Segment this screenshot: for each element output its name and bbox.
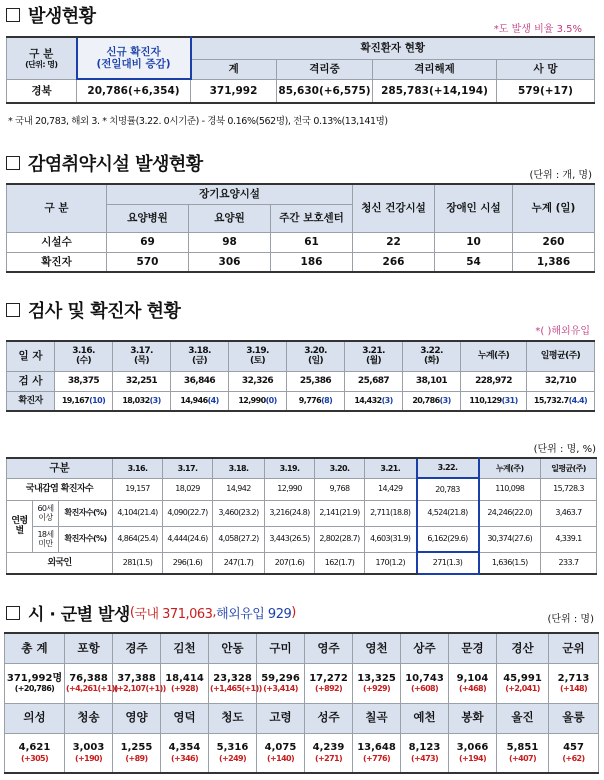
confirmed-cell xyxy=(527,391,595,411)
weekday-label: (수) xyxy=(75,356,92,367)
region-total: 37,388 xyxy=(117,672,156,684)
row-label-facilities: 시설수 xyxy=(7,232,107,252)
overseas-count: (4) xyxy=(207,396,219,406)
overseas-count: (3) xyxy=(381,396,393,406)
region-total: 457 xyxy=(563,742,584,754)
domestic-cell: 20,783 xyxy=(417,478,479,500)
age60-cell: 2,141(21.9) xyxy=(315,500,365,526)
region-total: 5,316 xyxy=(216,742,249,754)
header-date-cell-highlight: 3.22. xyxy=(417,458,479,478)
region-value-cell xyxy=(5,663,65,703)
region-name: 포항 xyxy=(65,633,113,663)
region-value-cell xyxy=(497,733,549,773)
weekday-label: (금) xyxy=(191,356,208,367)
region-value-cell xyxy=(401,663,449,703)
region-increase: (+62) xyxy=(562,753,585,763)
age18-cell: 4,444(24.6) xyxy=(163,526,213,552)
header-date-cell: 3.21. xyxy=(365,458,417,478)
facilities-cell: 260 xyxy=(513,232,595,252)
region-total: 4,239 xyxy=(312,742,345,754)
header-new-cases-sub: (전일대비 증감) xyxy=(96,58,171,70)
section-title-regions xyxy=(6,600,296,625)
region-total: 17,272 xyxy=(309,672,348,684)
confirmed-count: 9,776 xyxy=(298,396,322,406)
section-title-occurrence xyxy=(6,2,96,28)
region-name: 상주 xyxy=(401,633,449,663)
confirmed-cell xyxy=(55,391,113,411)
header-total: 계 xyxy=(191,59,277,79)
row-label-tests: 검 사 xyxy=(7,371,55,391)
region-value-cell xyxy=(65,663,118,703)
region-name: 안동 xyxy=(209,633,257,663)
date-label: 3.21. xyxy=(362,345,385,356)
region-value-cell xyxy=(449,733,497,773)
confirmed-cell xyxy=(403,391,461,411)
header-date-cell xyxy=(403,341,461,371)
region-total: 10,743 xyxy=(405,672,444,684)
weekday-label: (토) xyxy=(249,356,266,367)
region-increase: (+776) xyxy=(362,753,391,763)
facilities-cell: 186 xyxy=(271,252,353,272)
header-day-care: 주간 보호센터 xyxy=(271,204,353,232)
date-label: 3.18. xyxy=(188,345,211,356)
region-increase: (+468) xyxy=(458,684,487,694)
header-unit-label: (단위: 명) xyxy=(25,59,58,69)
region-name: 청도 xyxy=(209,703,257,733)
age18-cell: 6,162(29.6) xyxy=(417,526,479,552)
row-region: 경북 xyxy=(7,79,77,103)
region-total: 13,325 xyxy=(357,672,396,684)
header-gubun: 구분 xyxy=(7,458,113,478)
region-name: 의성 xyxy=(5,703,65,733)
title-domestic: 국내 371,063 xyxy=(134,607,213,622)
region-increase: (+2,041) xyxy=(505,684,540,694)
region-increase: (+249) xyxy=(218,753,247,763)
facilities-cell: 306 xyxy=(189,252,271,272)
overseas-count: (4.4) xyxy=(568,396,588,406)
facilities-cell: 54 xyxy=(435,252,513,272)
age18-cell: 3,443(26.5) xyxy=(265,526,315,552)
header-long-term-care: 장기요양시설 xyxy=(107,184,353,204)
header-mental-health: 청신 건강시설 xyxy=(353,184,435,232)
province-ratio-note: *도 발생 비율 3.5% xyxy=(493,24,582,35)
region-increase: (+608) xyxy=(410,684,439,694)
age18-cell: 4,864(25.4) xyxy=(113,526,163,552)
row-label-domestic: 국내감염 확진자수 xyxy=(7,478,113,500)
age60-cell: 4,524(21.8) xyxy=(417,500,479,526)
facilities-cell: 69 xyxy=(107,232,189,252)
date-label: 3.17. xyxy=(130,345,153,356)
region-name: 울진 xyxy=(497,703,549,733)
region-value-cell xyxy=(257,663,305,703)
occurrence-table xyxy=(6,36,595,104)
foreign-cell: 247(1.7) xyxy=(213,552,265,574)
date-label: 3.19. xyxy=(246,345,269,356)
region-value-cell xyxy=(449,663,497,703)
tests-cell: 228,972 xyxy=(461,371,527,391)
region-name: 경산 xyxy=(497,633,549,663)
section-title-facilities xyxy=(6,150,203,176)
weekday-label: (일) xyxy=(307,356,324,367)
region-name: 예천 xyxy=(401,703,449,733)
section-title-text: 검사 및 확진자 현황 xyxy=(28,301,181,322)
region-value-cell xyxy=(161,733,209,773)
region-value-cell xyxy=(113,733,161,773)
section-title-text: 감염취약시설 발생현황 xyxy=(28,154,203,175)
title-paren-close: ) xyxy=(291,605,296,620)
region-name: 문경 xyxy=(449,633,497,663)
row-released: 285,783(+14,194) xyxy=(373,79,497,103)
region-value-cell xyxy=(5,733,65,773)
domestic-cell: 14,942 xyxy=(213,478,265,500)
facilities-unit: (단위 : 개, 명) xyxy=(529,170,592,181)
header-new-cases-label: 신규 확진자 xyxy=(106,45,161,58)
row-label-confirmed: 확진자 xyxy=(7,252,107,272)
header-date-cell xyxy=(287,341,345,371)
region-increase: (+346) xyxy=(170,753,199,763)
checkbox-square-icon xyxy=(6,606,20,620)
row-new-cases: 20,786(+6,354) xyxy=(77,79,191,103)
region-increase: (+2,107(+1)) xyxy=(114,684,166,694)
region-total: 45,991 xyxy=(503,672,542,684)
region-total: 3,003 xyxy=(72,742,105,754)
regions-unit: (단위 : 명) xyxy=(547,614,594,625)
checkbox-square-icon xyxy=(6,303,20,317)
confirmed-count: 20,786 xyxy=(412,396,440,406)
domestic-cell: 19,157 xyxy=(113,478,163,500)
confirmed-cell xyxy=(345,391,403,411)
region-total: 59,296 xyxy=(261,672,300,684)
confirmed-count: 18,032 xyxy=(122,396,150,406)
region-value-cell xyxy=(353,733,401,773)
overseas-count: (3) xyxy=(439,396,451,406)
facilities-cell: 1,386 xyxy=(513,252,595,272)
region-total: 3,066 xyxy=(456,742,489,754)
tests-table xyxy=(6,340,595,412)
age18-sub-label: 확진자수(%) xyxy=(59,526,113,552)
age60-label: 60세 이상 xyxy=(33,500,59,526)
domestic-cell: 15,728.3 xyxy=(541,478,597,500)
header-date-cell: 3.20. xyxy=(315,458,365,478)
facilities-cell: 10 xyxy=(435,232,513,252)
facilities-cell: 266 xyxy=(353,252,435,272)
region-total: 13,648 xyxy=(357,742,396,754)
region-value-cell xyxy=(209,733,257,773)
fatality-footnote: * 국내 20,783, 해외 3. * 치명률(3.22. 0시기준) - 경북 0.16%(562명), 전국 0.13%(13,141명) xyxy=(8,116,388,127)
region-increase: (+305) xyxy=(20,753,49,763)
age60-cell: 2,711(18.8) xyxy=(365,500,417,526)
region-value-cell xyxy=(305,733,353,773)
region-value-cell xyxy=(305,663,353,703)
age60-cell: 24,246(22.0) xyxy=(479,500,541,526)
row-total: 371,992 xyxy=(191,79,277,103)
header-date-cell xyxy=(345,341,403,371)
confirmed-count: 14,946 xyxy=(180,396,208,406)
header-date: 일 자 xyxy=(7,341,55,371)
age60-cell: 3,216(24.8) xyxy=(265,500,315,526)
regions-table xyxy=(4,632,599,774)
foreign-cell: 1,636(1.5) xyxy=(479,552,541,574)
region-name: 경주 xyxy=(113,633,161,663)
age60-cell: 3,460(23.2) xyxy=(213,500,265,526)
age60-cell: 3,463.7 xyxy=(541,500,597,526)
header-gubun-label: 구 분 xyxy=(29,47,54,60)
header-released: 격리해제 xyxy=(373,59,497,79)
domestic-cell: 110,098 xyxy=(479,478,541,500)
confirmed-cell xyxy=(113,391,171,411)
age18-cell: 4,058(27.2) xyxy=(213,526,265,552)
section-title-tests xyxy=(6,297,180,323)
header-date-cell: 3.18. xyxy=(213,458,265,478)
tests-cell: 25,386 xyxy=(287,371,345,391)
region-increase: (+892) xyxy=(314,684,343,694)
header-date-cell xyxy=(229,341,287,371)
region-total: 4,354 xyxy=(168,742,201,754)
title-overseas: 해외유입 929 xyxy=(216,607,292,622)
tests-cell: 25,687 xyxy=(345,371,403,391)
age18-cell: 2,802(28.7) xyxy=(315,526,365,552)
region-value-cell xyxy=(497,663,549,703)
region-total: 1,255 xyxy=(120,742,153,754)
confirmed-cell xyxy=(461,391,527,411)
header-cumulative: 누계(주) xyxy=(479,458,541,478)
region-increase: (+929) xyxy=(362,684,391,694)
region-value-cell xyxy=(549,733,599,773)
section-title-text: 시 · 군별 발생 xyxy=(28,605,130,625)
date-label: 3.20. xyxy=(304,345,327,356)
age18-cell: 30,374(27.6) xyxy=(479,526,541,552)
facilities-cell: 61 xyxy=(271,232,353,252)
region-total: 4,075 xyxy=(264,742,297,754)
region-total: 9,104 xyxy=(456,672,489,684)
region-value-cell xyxy=(161,663,209,703)
checkbox-square-icon xyxy=(6,156,20,170)
region-total: 4,621 xyxy=(18,742,51,754)
date-label: 3.22. xyxy=(420,345,443,356)
domestic-cell: 14,429 xyxy=(365,478,417,500)
region-total: 371,992명 xyxy=(6,672,63,684)
region-name: 청송 xyxy=(65,703,113,733)
age-table xyxy=(6,457,597,575)
facilities-cell: 570 xyxy=(107,252,189,272)
foreign-cell: 296(1.6) xyxy=(163,552,213,574)
age60-cell: 4,104(21.4) xyxy=(113,500,163,526)
header-deaths: 사 망 xyxy=(497,59,595,79)
header-isolated: 격리중 xyxy=(277,59,373,79)
foreign-cell: 170(1.2) xyxy=(365,552,417,574)
region-increase: (+194) xyxy=(458,753,487,763)
region-name: 영주 xyxy=(305,633,353,663)
header-gubun xyxy=(7,37,77,79)
date-label: 3.16. xyxy=(72,345,95,356)
foreign-cell: 271(1.3) xyxy=(417,552,479,574)
region-increase: (+4,261(+1)) xyxy=(66,684,118,694)
facilities-cell: 98 xyxy=(189,232,271,252)
region-value-cell xyxy=(353,663,401,703)
header-cumulative: 누계(주) xyxy=(461,341,527,371)
row-label-age: 연령별 xyxy=(7,500,33,552)
region-name: 영천 xyxy=(353,633,401,663)
overseas-count: (10) xyxy=(89,396,106,406)
header-date-cell xyxy=(171,341,229,371)
header-confirmed-status: 확진환자 현황 xyxy=(191,37,595,59)
region-name: 봉화 xyxy=(449,703,497,733)
title-comma: , xyxy=(212,605,217,620)
region-value-cell xyxy=(209,663,262,703)
tests-cell: 32,251 xyxy=(113,371,171,391)
region-name: 총 계 xyxy=(5,633,65,663)
confirmed-cell xyxy=(229,391,287,411)
header-date-cell xyxy=(55,341,113,371)
region-value-cell xyxy=(257,733,305,773)
header-gubun: 구 분 xyxy=(7,184,107,232)
region-name: 칠곡 xyxy=(353,703,401,733)
tests-cell: 32,710 xyxy=(527,371,595,391)
confirmed-cell xyxy=(171,391,229,411)
tests-cell: 38,101 xyxy=(403,371,461,391)
weekday-label: (목) xyxy=(133,356,150,367)
foreign-cell: 207(1.6) xyxy=(265,552,315,574)
region-value-cell xyxy=(401,733,449,773)
foreign-cell: 162(1.7) xyxy=(315,552,365,574)
overseas-count: (0) xyxy=(265,396,277,406)
region-total: 8,123 xyxy=(408,742,441,754)
region-increase: (+407) xyxy=(508,753,537,763)
row-label-confirmed: 확진자 xyxy=(7,391,55,411)
region-name: 성주 xyxy=(305,703,353,733)
title-paren-open: ( xyxy=(129,605,135,620)
region-total: 76,388 xyxy=(69,672,108,684)
region-value-cell xyxy=(113,663,166,703)
region-increase: (+1,465(+1)) xyxy=(210,684,262,694)
region-value-cell xyxy=(549,663,599,703)
region-increase: (+928) xyxy=(170,684,199,694)
region-increase: (+148) xyxy=(559,684,588,694)
region-name: 울릉 xyxy=(549,703,599,733)
overseas-note: *( )해외유입 xyxy=(535,326,590,337)
region-increase: (+3,414) xyxy=(263,684,298,694)
age60-cell: 4,090(22.7) xyxy=(163,500,213,526)
region-value-cell xyxy=(65,733,113,773)
region-total: 23,328 xyxy=(213,672,252,684)
header-nursing-hospital: 요양병원 xyxy=(107,204,189,232)
tests-cell: 32,326 xyxy=(229,371,287,391)
overseas-count: (8) xyxy=(321,396,333,406)
tests-cell: 36,846 xyxy=(171,371,229,391)
confirmed-count: 15,732.7 xyxy=(533,396,569,406)
weekday-label: (화) xyxy=(423,356,440,367)
weekday-label: (월) xyxy=(365,356,382,367)
confirmed-count: 110,129 xyxy=(469,396,502,406)
age60-sub-label: 확진자수(%) xyxy=(59,500,113,526)
domestic-cell: 18,029 xyxy=(163,478,213,500)
facilities-table xyxy=(6,183,595,273)
header-date-cell xyxy=(113,341,171,371)
header-daily-average: 일평균(주) xyxy=(527,341,595,371)
age-table-unit: (단위 : 명, %) xyxy=(533,444,596,455)
overseas-count: (31) xyxy=(501,396,518,406)
region-name: 고령 xyxy=(257,703,305,733)
header-date-cell: 3.17. xyxy=(163,458,213,478)
checkbox-square-icon xyxy=(6,8,20,22)
confirmed-count: 14,432 xyxy=(354,396,382,406)
age18-label: 18세 미만 xyxy=(33,526,59,552)
region-total: 5,851 xyxy=(506,742,539,754)
domestic-cell: 9,768 xyxy=(315,478,365,500)
region-increase: (+89) xyxy=(125,753,148,763)
region-name: 군위 xyxy=(549,633,599,663)
region-name: 구미 xyxy=(257,633,305,663)
domestic-cell: 12,990 xyxy=(265,478,315,500)
header-new-cases xyxy=(77,37,191,79)
region-name: 김천 xyxy=(161,633,209,663)
region-increase: (+20,786) xyxy=(14,684,55,694)
header-disability: 장애인 시설 xyxy=(435,184,513,232)
region-increase: (+140) xyxy=(266,753,295,763)
region-increase: (+473) xyxy=(410,753,439,763)
region-total: 2,713 xyxy=(557,672,590,684)
header-nursing-home: 요양원 xyxy=(189,204,271,232)
header-date-cell: 3.16. xyxy=(113,458,163,478)
row-isolated: 85,630(+6,575) xyxy=(277,79,373,103)
region-name: 영양 xyxy=(113,703,161,733)
row-label-foreigners: 외국인 xyxy=(7,552,113,574)
confirmed-count: 19,167 xyxy=(61,396,90,406)
confirmed-cell xyxy=(287,391,345,411)
foreign-cell: 233.7 xyxy=(541,552,597,574)
overseas-count: (3) xyxy=(149,396,161,406)
tests-cell: 38,375 xyxy=(55,371,113,391)
age18-cell: 4,603(31.9) xyxy=(365,526,417,552)
facilities-cell: 22 xyxy=(353,232,435,252)
header-cumulative: 누계 (일) xyxy=(513,184,595,232)
region-total: 18,414 xyxy=(165,672,204,684)
header-daily-average: 일평균(주) xyxy=(541,458,597,478)
row-deaths: 579(+17) xyxy=(497,79,595,103)
region-name: 영덕 xyxy=(161,703,209,733)
foreign-cell: 281(1.5) xyxy=(113,552,163,574)
region-increase: (+190) xyxy=(74,753,103,763)
age18-cell: 4,339.1 xyxy=(541,526,597,552)
confirmed-count: 12,990 xyxy=(238,396,266,406)
section-title-text: 발생현황 xyxy=(28,6,96,27)
region-increase: (+271) xyxy=(314,753,343,763)
header-date-cell: 3.19. xyxy=(265,458,315,478)
